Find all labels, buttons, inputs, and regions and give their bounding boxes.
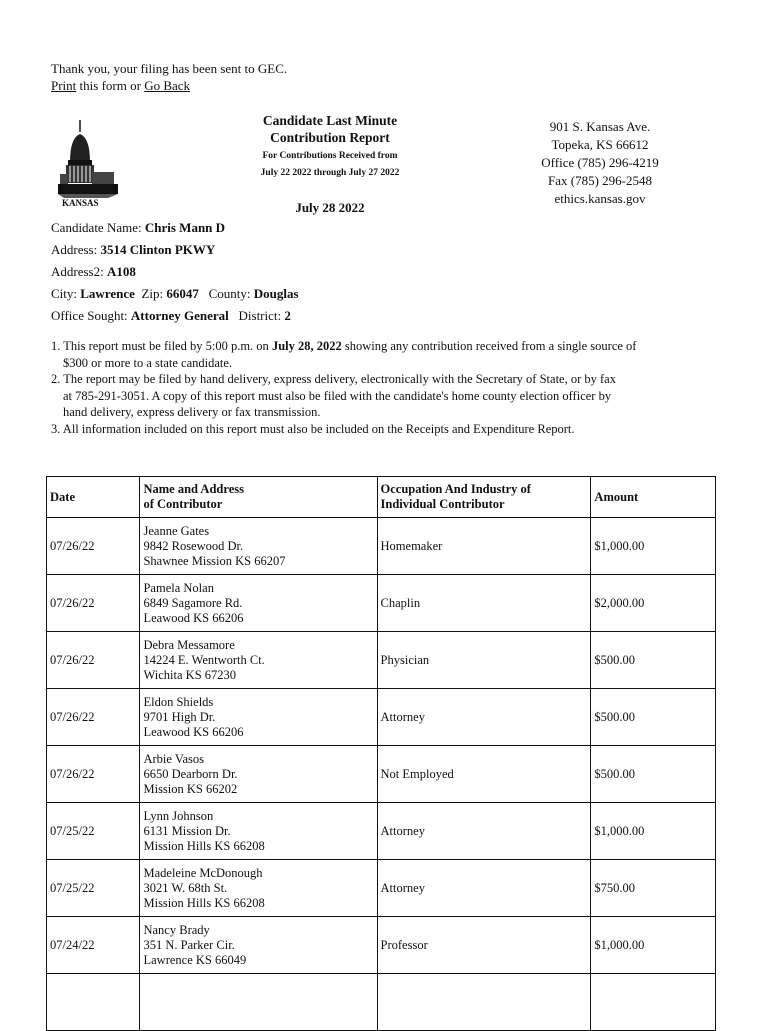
row-date: 07/26/22 <box>47 689 140 746</box>
table-row-partial <box>47 974 716 1031</box>
row-amount: $750.00 <box>591 860 716 917</box>
print-link[interactable]: Print <box>51 78 77 93</box>
row-occupation: Physician <box>377 632 591 689</box>
contributor-city: Leawood KS 66206 <box>143 724 244 739</box>
address2-label: Address2: <box>51 264 104 279</box>
header-occupation: Occupation And Industry of Individual Contributor <box>377 477 591 518</box>
row-contributor <box>140 803 377 860</box>
instruction-3: 3. All information included on this report must also be included on the Receipts and Expenditure Report. <box>51 421 575 436</box>
table-header-row <box>47 477 716 518</box>
table-row <box>47 632 716 689</box>
contributor-city: Mission KS 66202 <box>143 781 238 796</box>
row-amount: $500.00 <box>591 689 716 746</box>
row-date: 07/26/22 <box>47 746 140 803</box>
row-amount: $1,000.00 <box>591 917 716 974</box>
contributor-city: Shawnee Mission KS 66207 <box>143 553 286 568</box>
report-period-line2: July 22 2022 through July 27 2022 <box>260 168 400 178</box>
table-row <box>47 746 716 803</box>
row-amount: $1,000.00 <box>591 518 716 575</box>
row-contributor <box>140 632 377 689</box>
kansas-capitol-seal <box>58 116 150 208</box>
row-occupation: Attorney <box>377 803 591 860</box>
district: 2 <box>284 308 291 323</box>
website: ethics.kansas.gov <box>554 191 646 206</box>
table-row <box>47 803 716 860</box>
table-row <box>47 860 716 917</box>
row-date: 07/26/22 <box>47 518 140 575</box>
header-amount: Amount <box>591 477 716 518</box>
row-contributor <box>140 575 377 632</box>
report-period-line1: For Contributions Received from <box>262 151 398 161</box>
candidate-name: Chris Mann D <box>144 220 226 235</box>
contributor-street: 14224 E. Wentworth Ct. <box>143 652 265 667</box>
contributor-name: Eldon Shields <box>143 694 214 709</box>
row-amount: $500.00 <box>591 632 716 689</box>
contributor-name: Jeanne Gates <box>143 523 210 538</box>
report-title-line1: Candidate Last Minute <box>262 113 398 128</box>
row-occupation: Attorney <box>377 860 591 917</box>
table-row <box>47 575 716 632</box>
table-row <box>47 917 716 974</box>
table-row <box>47 689 716 746</box>
row-occupation: Attorney <box>377 689 591 746</box>
row-contributor <box>140 518 377 575</box>
district-label: District: <box>238 308 282 323</box>
county-label: County: <box>208 286 251 301</box>
row-contributor <box>140 860 377 917</box>
candidate-county: Douglas <box>253 286 299 301</box>
commission-address <box>520 118 680 208</box>
city-label: City: <box>51 286 78 301</box>
address-line: Topeka, KS 66612 <box>551 137 649 152</box>
contributor-name: Pamela Nolan <box>143 580 214 595</box>
row-date: 07/26/22 <box>47 575 140 632</box>
contributor-name: Debra Messamore <box>143 637 235 652</box>
row-date: 07/25/22 <box>47 860 140 917</box>
filing-instructions <box>51 338 741 437</box>
contributor-name: Arbie Vasos <box>143 751 205 766</box>
report-date: July 28 2022 <box>295 200 365 215</box>
contributor-name: Lynn Johnson <box>143 808 214 823</box>
contributor-street: 3021 W. 68th St. <box>143 880 228 895</box>
contributor-street: 6650 Dearborn Dr. <box>143 766 238 781</box>
contributor-street: 6849 Sagamore Rd. <box>143 595 243 610</box>
header-date: Date <box>47 477 140 518</box>
instruction-2-cont2: hand delivery, express delivery or fax transmission. <box>63 405 321 419</box>
address-label: Address: <box>51 242 98 257</box>
zip-label: Zip: <box>141 286 164 301</box>
row-contributor <box>140 917 377 974</box>
contributor-street: 9842 Rosewood Dr. <box>143 538 244 553</box>
row-date: 07/25/22 <box>47 803 140 860</box>
table-row <box>47 518 716 575</box>
contributor-city: Wichita KS 67230 <box>143 667 237 682</box>
candidate-info <box>51 217 299 327</box>
address-line: 901 S. Kansas Ave. <box>549 119 651 134</box>
seal-label: KANSAS <box>62 198 99 208</box>
contributor-street: 351 N. Parker Cir. <box>143 937 235 952</box>
row-date: 07/26/22 <box>47 632 140 689</box>
link-connector-text: this form or <box>76 78 145 93</box>
contributor-street: 9701 High Dr. <box>143 709 216 724</box>
row-amount: $1,000.00 <box>591 803 716 860</box>
instruction-1: 1. This report must be filed by 5:00 p.m. on July 28, 2022 showing any contribution received from a single source of <box>51 339 637 353</box>
contributor-city: Mission Hills KS 66208 <box>143 895 265 910</box>
instruction-2-cont: at 785-291-3051. A copy of this report must also be filed with the candidate's home county election officer by <box>63 388 612 403</box>
row-contributor <box>140 689 377 746</box>
contributor-city: Mission Hills KS 66208 <box>143 838 265 853</box>
instruction-1-cont: $300 or more to a state candidate. <box>63 355 233 370</box>
contributor-name: Madeleine McDonough <box>143 865 263 880</box>
instruction-2: 2. The report may be filed by hand delivery, express delivery, electronically with the Secretary of State, or by fax <box>51 372 616 386</box>
filing-confirmation <box>51 60 287 94</box>
header-name-address: Name and Address of Contributor <box>140 477 377 518</box>
report-title-block <box>230 112 430 216</box>
contributor-street: 6131 Mission Dr. <box>143 823 231 838</box>
row-amount: $500.00 <box>591 746 716 803</box>
row-occupation: Not Employed <box>377 746 591 803</box>
row-occupation: Chaplin <box>377 575 591 632</box>
office-label: Office Sought: <box>51 308 128 323</box>
go-back-link[interactable]: Go Back <box>144 78 191 93</box>
candidate-address: 3514 Clinton PKWY <box>100 242 216 257</box>
candidate-name-label: Candidate Name: <box>51 220 142 235</box>
row-date: 07/24/22 <box>47 917 140 974</box>
contributor-name: Nancy Brady <box>143 922 210 937</box>
office-sought: Attorney General <box>130 308 229 323</box>
confirmation-text: Thank you, your filing has been sent to GEC. <box>51 61 288 76</box>
candidate-zip: 66047 <box>166 286 199 301</box>
row-amount: $2,000.00 <box>591 575 716 632</box>
fax-number: Fax (785) 296-2548 <box>548 173 652 188</box>
row-occupation: Professor <box>377 917 591 974</box>
contributions-table <box>46 476 716 1031</box>
office-phone: Office (785) 296-4219 <box>541 155 659 170</box>
candidate-city: Lawrence <box>80 286 135 301</box>
row-occupation: Homemaker <box>377 518 591 575</box>
contributor-city: Lawrence KS 66049 <box>143 952 247 967</box>
contributor-city: Leawood KS 66206 <box>143 610 244 625</box>
row-contributor <box>140 746 377 803</box>
report-title-line2: Contribution Report <box>270 130 390 145</box>
candidate-address2: A108 <box>106 264 136 279</box>
